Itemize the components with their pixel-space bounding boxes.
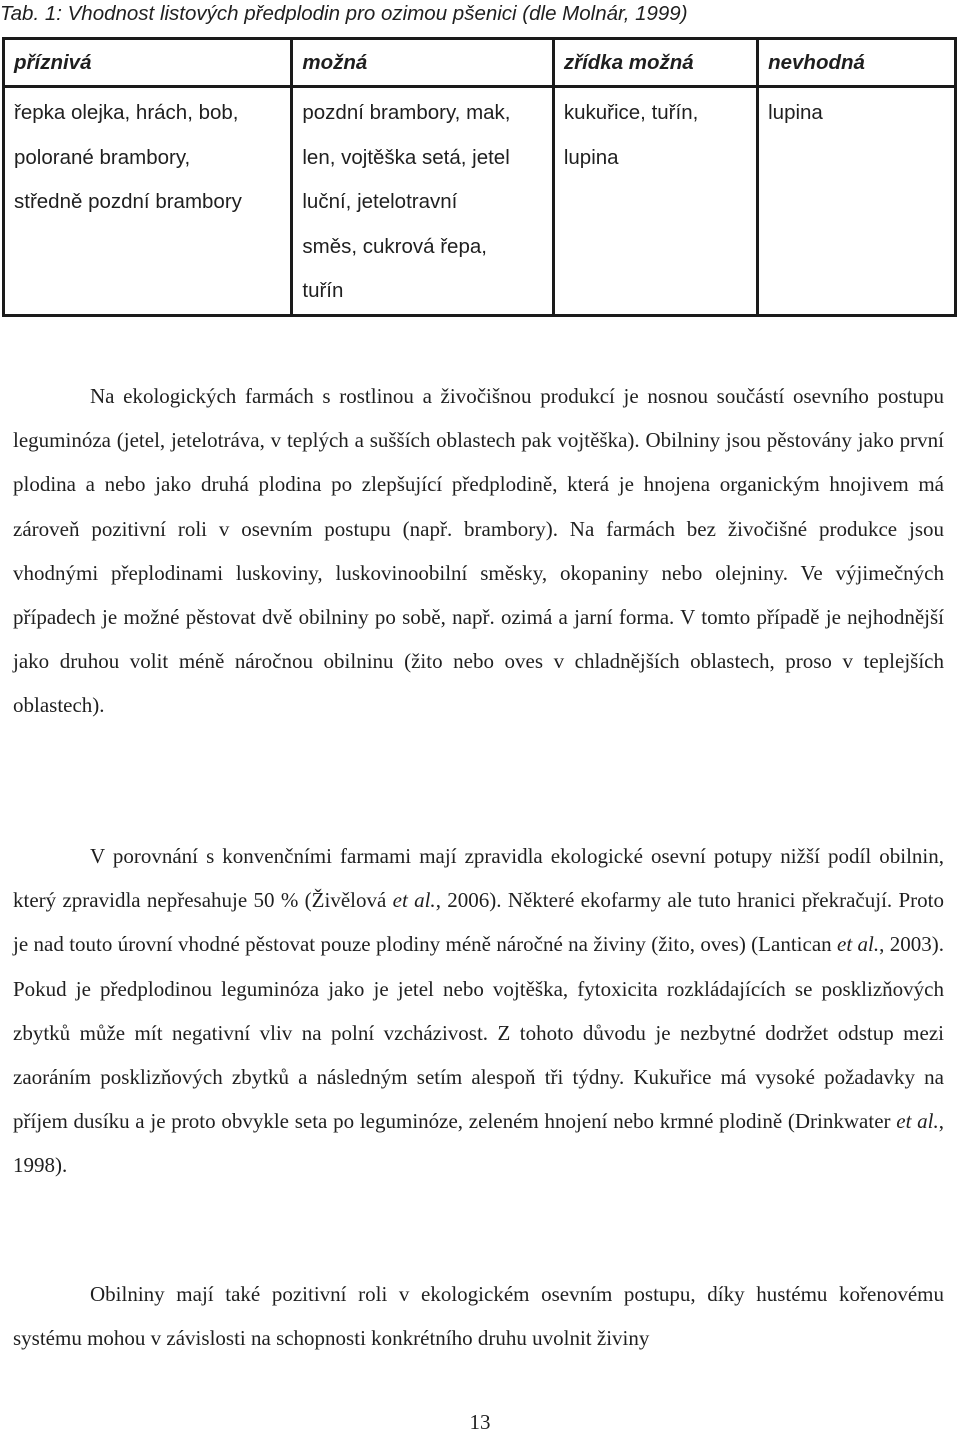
citation-et-al: et al. (392, 888, 436, 913)
text-run: , 1998). (13, 1109, 944, 1178)
citation-et-al: et al. (837, 932, 880, 957)
cell-line: lupina (768, 101, 823, 124)
paragraph-text: Na ekologických farmách s rostlinou a živočišnou produkcí je nosnou součástí osevního postupu leguminóza (jetel, jetelotráva, v teplých a sušších oblastech pak vojtěška). Obilniny jsou pěstovány jako první plodina a nebo jako druhá plodina po zlepšující předplodině, která je hnojena organickým hnojivem má zároveň pozitivní roli v osevním postupu (např. brambory). Na farmách bez živočišné produkce jsou vhodnými přeplodinami luskoviny, luskovinoobilní směsky, okopaniny nebo olejniny. Ve výjimečných případech je možné pěstovat dvě obilniny po sobě, např. ozimá a jarní forma. V tomto případě je nejhodnější jako druhou volit méně náročnou obilninu (žito nebo oves v chladnějších oblastech, proso v teplejších oblastech). (13, 384, 944, 718)
cell-favorable (4, 87, 292, 316)
paragraph-3 (13, 1272, 944, 1360)
crop-suitability-table (2, 37, 957, 317)
cell-line: luční, jetelotravní (302, 190, 458, 213)
cell-line: pozdní brambory, mak, (302, 101, 511, 124)
citation-et-al: et al. (896, 1109, 939, 1134)
paragraph-2 (13, 834, 944, 1188)
cell-line: tuřín (302, 279, 344, 302)
cell-unsuitable (758, 87, 956, 316)
table-row (4, 87, 956, 316)
paragraph-1 (13, 374, 944, 728)
cell-line: středně pozdní brambory (14, 190, 242, 213)
cell-rarely-possible (553, 87, 757, 316)
text-run: , 2003). Pokud je předplodinou leguminóza jako je jetel nebo vojtěška, fytoxicita rozkládajících se posklizňových zbytků může mít negativní vliv na polní vzcházivost. Z tohoto důvodu je nezbytné dodržet odstup mezi zaoráním posklizňových zbytků a následným setím alespoň tři týdny. Kukuřice má vysoké požadavky na příjem dusíku a je proto obvykle seta po leguminóze, zeleném hnojení nebo krmné plodině (Drinkwater (13, 932, 944, 1134)
text-run: V porovnání s konvenčními farmami mají zpravidla ekologické osevní potupy nižší podíl obilnin, který zpravidla nepřesahuje 50 % (Živělová (13, 844, 944, 913)
text-run: , 2006). Některé ekofarmy ale tuto hranici překračují. Proto je nad touto úrovní vhodné pěstovat pouze plodiny méně náročné na živiny (žito, oves) (Lantican (13, 888, 944, 957)
paragraph-text (13, 834, 944, 1188)
header-unsuitable: nevhodná (758, 39, 956, 87)
cell-line: polorané brambory, (14, 145, 191, 169)
table-caption: Tab. 1: Vhodnost listových předplodin pro ozimou pšenici (dle Molnár, 1999) (0, 2, 688, 25)
header-rarely-possible: zřídka možná (553, 39, 757, 87)
page-number: 13 (469, 1410, 491, 1434)
cell-line: lupina (563, 145, 619, 169)
table-header-row (4, 39, 956, 87)
cell-line: řepka olejka, hrách, bob, (14, 101, 239, 124)
paragraph-text: Obilniny mají také pozitivní roli v ekologickém osevním postupu, díky hustému kořenovému systému mohou v závislosti na schopnosti konkrétního druhu uvolnit živiny (13, 1282, 944, 1351)
cell-line: kukuřice, tuřín, (563, 101, 699, 124)
cell-line: len, vojtěška setá, jetel (302, 145, 510, 169)
header-possible: možná (292, 39, 553, 87)
header-favorable: příznivá (4, 39, 292, 87)
cell-line: směs, cukrová řepa, (302, 234, 487, 258)
cell-possible (292, 87, 553, 316)
